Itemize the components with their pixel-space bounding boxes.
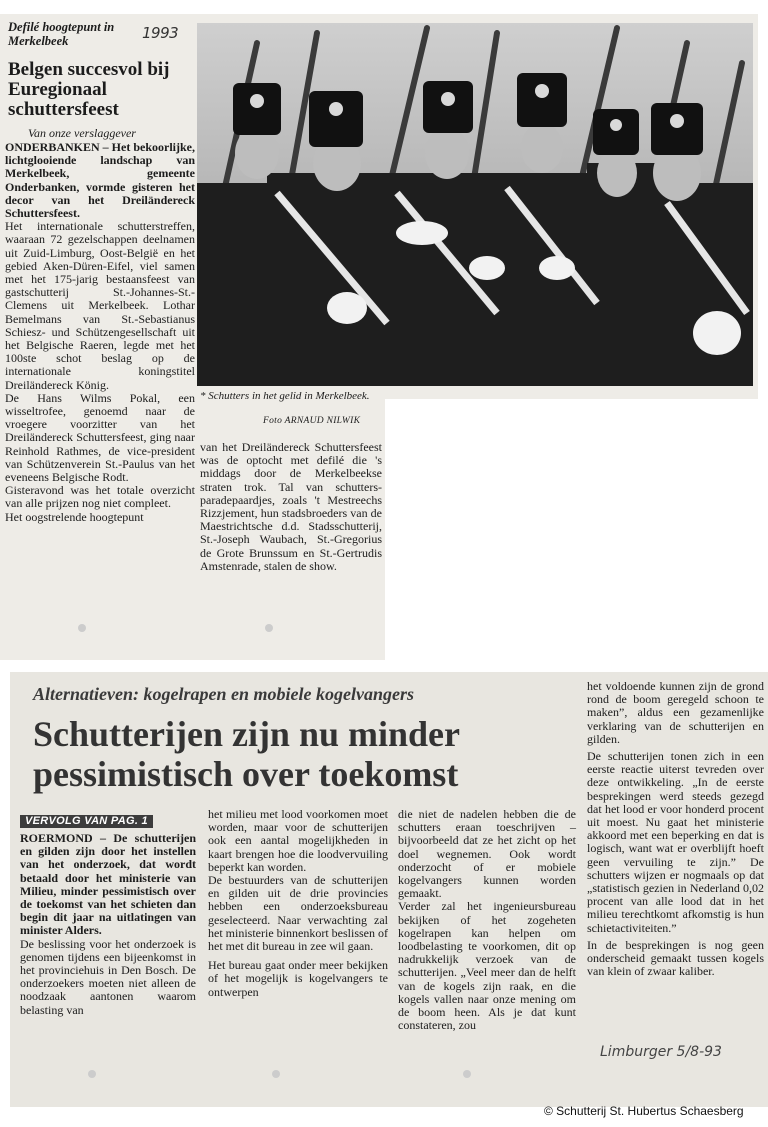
copyright-notice: © Schutterij St. Hubertus Schaesberg	[544, 1104, 744, 1118]
photo-credit: Foto ARNAUD NILWIK	[263, 416, 361, 426]
clipping-2-kicker: Alternatieven: kogelrapen en mobiele kogelvangers	[33, 684, 414, 704]
clipping-2-column-3	[398, 808, 576, 1032]
clipping-2-paragraph: het milieu met lood voorkomen moet worden, maar voor de schutterijen ook een aantal mogelijkheden in kaart brengen hoe die loodvervuiling beperkt kan worden.	[208, 807, 388, 874]
clipping-1-byline: Van onze verslaggever	[28, 126, 136, 140]
clipping-1-headline: Belgen succesvol bij Euregionaal schuttersfeest	[8, 59, 170, 120]
clipping-1-lead: ONDERBANKEN – Het bekoorlijke, lichtglooiende landschap van Merkelbeek, gemeente Onderbanken, vormde gisteren het decor van het Dreiländereck Schuttersfeest.	[5, 140, 195, 221]
clipping-2-paragraph: De beslissing voor het onderzoek is genomen tijdens een bijeenkomst in het provinciehuis in Den Bosch. De onderzoekers moeten niet alleen de noodzaak aantonen waarom belasting van	[20, 936, 196, 1017]
clipping-1-paragraph: Het internationale schutterstreffen, waaraan 72 gezelschappen deelnamen uit Zuid-Limburg, Oost-België en het gebied Aken-Düren-Eifel, viel samen met het 175-jarig bestaansfeest van gastschutterij St.-Johannes-St.-Clemens uit Merkelbeek. Lothar Bemelmans van St.-Sebastianus Schiesz- und Schützengesellschaft uit het Belgische Raeren, legde met het 100ste schot beslag op de internationale koningstitel Dreiländereck König.	[5, 219, 195, 392]
clipping-2-paragraph: De bestuurders van de schutterijen en gilden uit de drie provincies hebben een onderzoeksbureau geselecteerd. Naar verwachting zal het ministerie binnenkort beslissen of het met dit bureau in zee wil gaan.	[208, 873, 388, 954]
clipping-2-paragraph: In de besprekingen is nog geen onderscheid gemaakt tussen kogels van klein of zwaar kaliber.	[587, 937, 764, 979]
punch-hole	[272, 1070, 280, 1078]
clipping-1-paragraph: De Hans Wilms Pokal, een wisseltrofee, genoemd naar de vroegere voorzitter van het Dreiländereck Schuttersfeest, ging naar Reinhold Rathmes, de vice-president van Schützenverein St.-Paulus van het eveneens Belgische Rodt.	[5, 390, 195, 485]
clipping-1-column-1	[5, 141, 195, 524]
clipping-2-paragraph: Verder zal het ingenieursbureau bekijken of het zogeheten kogelrapen kan helpen om loodbelasting te voorkomen, dit op nadrukkelijk verzoek van de schutterijen. „Veel meer dan de helft van de kogels zijn raak, en die kogels vallen naar onze mening om de boom heen. Als je dat kunt constateren, zou	[398, 899, 576, 1033]
clipping-1-kicker: Defilé hoogtepunt in Merkelbeek	[8, 20, 115, 48]
punch-hole	[265, 624, 273, 632]
handwritten-year: 1993	[142, 24, 179, 42]
clipping-2-paragraph: Het bureau gaat onder meer bekijken of het mogelijk is kogelvangers te ontwerpen	[208, 958, 388, 999]
clipping-2-paragraph: De schutterijen tonen zich in een eerste reactie uiterst tevreden over deze ontwikkeling. „In de eerste besprekingen werd steeds gezegd dat het lood er voor honderd procent uit moest. Nu gaat het ministerie akkoord met een beperking en dat is logisch, want wat er overblijft hoeft geen vervuiling te zijn.” De schutters wijzen er nogmaals op dat „statistisch gezien in Nederland 0,02 procent van alle lood dat in het milieu terechtkomt afkomstig is hun schietactiviteiten.”	[587, 749, 764, 935]
continued-from-label: VERVOLG VAN PAG. 1	[20, 815, 153, 828]
clipping-2-lead: ROERMOND – De schutterijen en gilden zijn door het instellen van het onderzoek, dat wordt betaald door het ministerie van Milieu, minder pessimistisch over de toekomst van het schieten dan begin dit jaar na uitlatingen van minister Alders.	[20, 831, 196, 938]
clipping-2-column-2	[208, 808, 388, 999]
clipping-2-paragraph: die niet de nadelen hebben die de schutters eraan toeschrijven – bijvoorbeeld dat ze het zicht op het doel wegnemen. Ook wordt onderzocht of er mobiele kogelvangers kunnen worden gemaakt.	[398, 807, 576, 901]
clipping-2-headline: Schutterijen zijn nu minder pessimistisch over toekomst	[33, 714, 460, 794]
clipping-1-paragraph: Het oogstrelende hoogtepunt	[5, 509, 144, 524]
clipping-2-column-4	[587, 680, 764, 978]
punch-hole	[88, 1070, 96, 1078]
photo-schutters	[197, 23, 753, 386]
photo-illustration	[197, 23, 753, 386]
photo-caption: * Schutters in het gelid in Merkelbeek.	[200, 390, 370, 402]
punch-hole	[463, 1070, 471, 1078]
punch-hole	[78, 624, 86, 632]
clipping-2-column-1	[20, 832, 196, 1017]
clipping-1-column-2	[200, 441, 382, 573]
clipping-1-paragraph: van het Dreiländereck Schuttersfeest was de optocht met defilé die 's middags door de Merkelbeekse straten trok. Tal van schutters-paradepaardjes, zoals 't Mestreechs Rizzjement, hun stadsbroeders van de Maestrichtsche d.d. Stadsschutterij, St.-Joseph Waubach, St.-Gregorius de Grote Brunssum en St.-Gertrudis Amstenrade, stalen de show.	[200, 440, 382, 573]
clipping-1-paragraph: Gisteravond was het totale overzicht van alle prijzen nog niet compleet.	[5, 483, 195, 511]
handwritten-source-note: Limburger 5/8-93	[600, 1044, 722, 1060]
clipping-2-paragraph: het voldoende kunnen zijn de grond rond de boom geregeld schoon te maken”, aldus een gezamenlijke verklaring van de schutterijen en gilden.	[587, 679, 764, 746]
